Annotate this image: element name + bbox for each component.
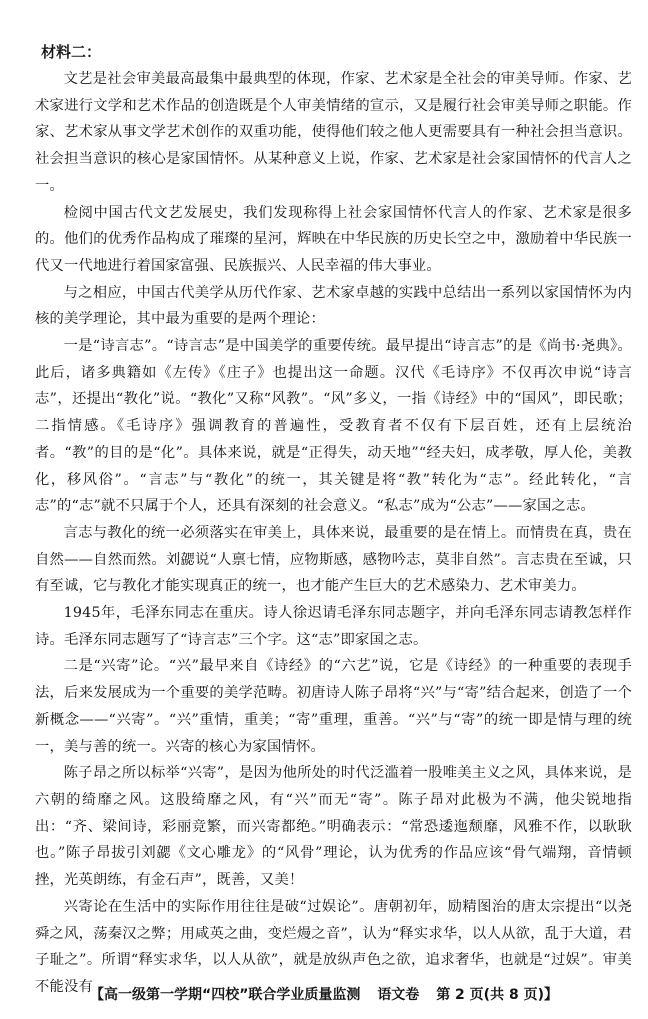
footer-subject: 语文卷 — [377, 987, 420, 1003]
paragraph-2: 检阅中国古代文艺发展史，我们发现称得上社会家国情怀代言人的作家、艺术家是很多的。他们的优秀作品构成了璀璨的星河，辉映在中华民族的历史长空之中，激励着中华民族一代又一代地进行着国家富强、民族振兴、人民幸福的伟大事业。 — [35, 204, 632, 274]
paragraph-4: 一是“诗言志”。“诗言志”是中国美学的重要传统。最早提出“诗言志”的是《尚书·尧典》。此后，诸多典籍如《左传》《庄子》也提出这一命题。汉代《毛诗序》不仅再次申说“诗言志”，还提出“教化”说。“教化”又称“风教”。“风”多义，一指《诗经》中的“国风”，即民歌；二指情感。《毛诗序》强调教育的普遍性，受教育者不仅有下层百姓，还有上层统治者。“教”的目的是“化”。具体来说，就是“正得失，动天地”“经夫妇，成孝敬，厚人伦，美教化，移风俗”。“言志”与“教化”的统一，其关键是将“教”转化为“志”。经此转化，“言志”的“志”就不只属于个人，还具有深刻的社会意义。“私志”成为“公志”——家国之志。 — [35, 338, 632, 515]
footer-page-number: 第 2 页(共 8 页)】 — [436, 987, 558, 1003]
paragraph-9: 兴寄论在生活中的实际作用往往是破“过娱论”。唐朝初年，励精图治的唐太宗提出“以尧舜之风，荡秦汉之弊；用咸英之曲，变烂熳之音”，认为“释实求华，以人从欲，乱于大道，君子耻之”。所谓“释实求华，以人从欲”，就是放纵声色之欲，追求奢华，也就是“过娱”。审美不能没有 — [35, 898, 632, 995]
paragraph-8: 陈子昂之所以标举“兴寄”，是因为他所处的时代泛滥着一股唯美主义之风，具体来说，是六朝的绮靡之风。这股绮靡之风，有“兴”而无“寄”。陈子昂对此极为不满，他尖锐地指出：“齐、梁间诗，彩丽竞繁，而兴寄都绝。”明确表示：“常恐逶迤颓靡，风雅不作，以耿耿也。”陈子昂拔引刘勰《文心雕龙》的“风骨”理论，认为优秀的作品应该“骨气端翔，音情顿挫，光英朗练，有金石声”，既善，又美！ — [35, 765, 632, 889]
paragraph-6: 1945年，毛泽东同志在重庆。诗人徐迟请毛泽东同志题字，并向毛泽东同志请教怎样作诗。毛泽东同志题写了“诗言志”三个字。这“志”即家国之志。 — [35, 605, 632, 648]
page-footer — [0, 984, 648, 1004]
paragraph-3: 与之相应，中国古代美学从历代作家、艺术家卓越的实践中总结出一系列以家国情怀为内核的美学理论，其中最为重要的是两个理论： — [35, 284, 632, 328]
paragraph-1: 文艺是社会审美最高最集中最典型的体现，作家、艺术家是全社会的审美导师。作家、艺术家进行文学和艺术作品的创造既是个人审美情绪的宣示，又是履行社会审美导师之职能。作家、艺术家从事文学艺术创作的双重功能，使得他们较之他人更需要具有一种社会担当意识。社会担当意识的核心是家国情怀。从某种意义上说，作家、艺术家是社会家国情怀的代言人之一。 — [35, 71, 632, 194]
footer-exam-title: 【高一级第一学期“四校”联合学业质量监测 — [90, 987, 361, 1003]
section-heading: 材料二： — [41, 43, 102, 61]
paragraph-5: 言志与教化的统一必须落实在审美上，具体来说，最重要的是在情上。而情贵在真，贵在自然——自然而然。刘勰说“人禀七情，应物斯感，感物吟志，莫非自然”。言志贵在至诚，只有至诚，它与教化才能实现真正的统一，也才能产生巨大的艺术感染力、艺术审美力。 — [35, 524, 632, 595]
paragraph-7: 二是“兴寄”论。“兴”最早来自《诗经》的“六艺”说，它是《诗经》的一种重要的表现手法，后来发展成为一个重要的美学范畴。初唐诗人陈子昂将“兴”与“寄”结合起来，创造了一个新概念——“兴寄”。“兴”重情，重美；“寄”重理，重善。“兴”与“寄”的统一即是情与理的统一，美与善的统一。兴寄的核心为家国情怀。 — [35, 658, 632, 755]
